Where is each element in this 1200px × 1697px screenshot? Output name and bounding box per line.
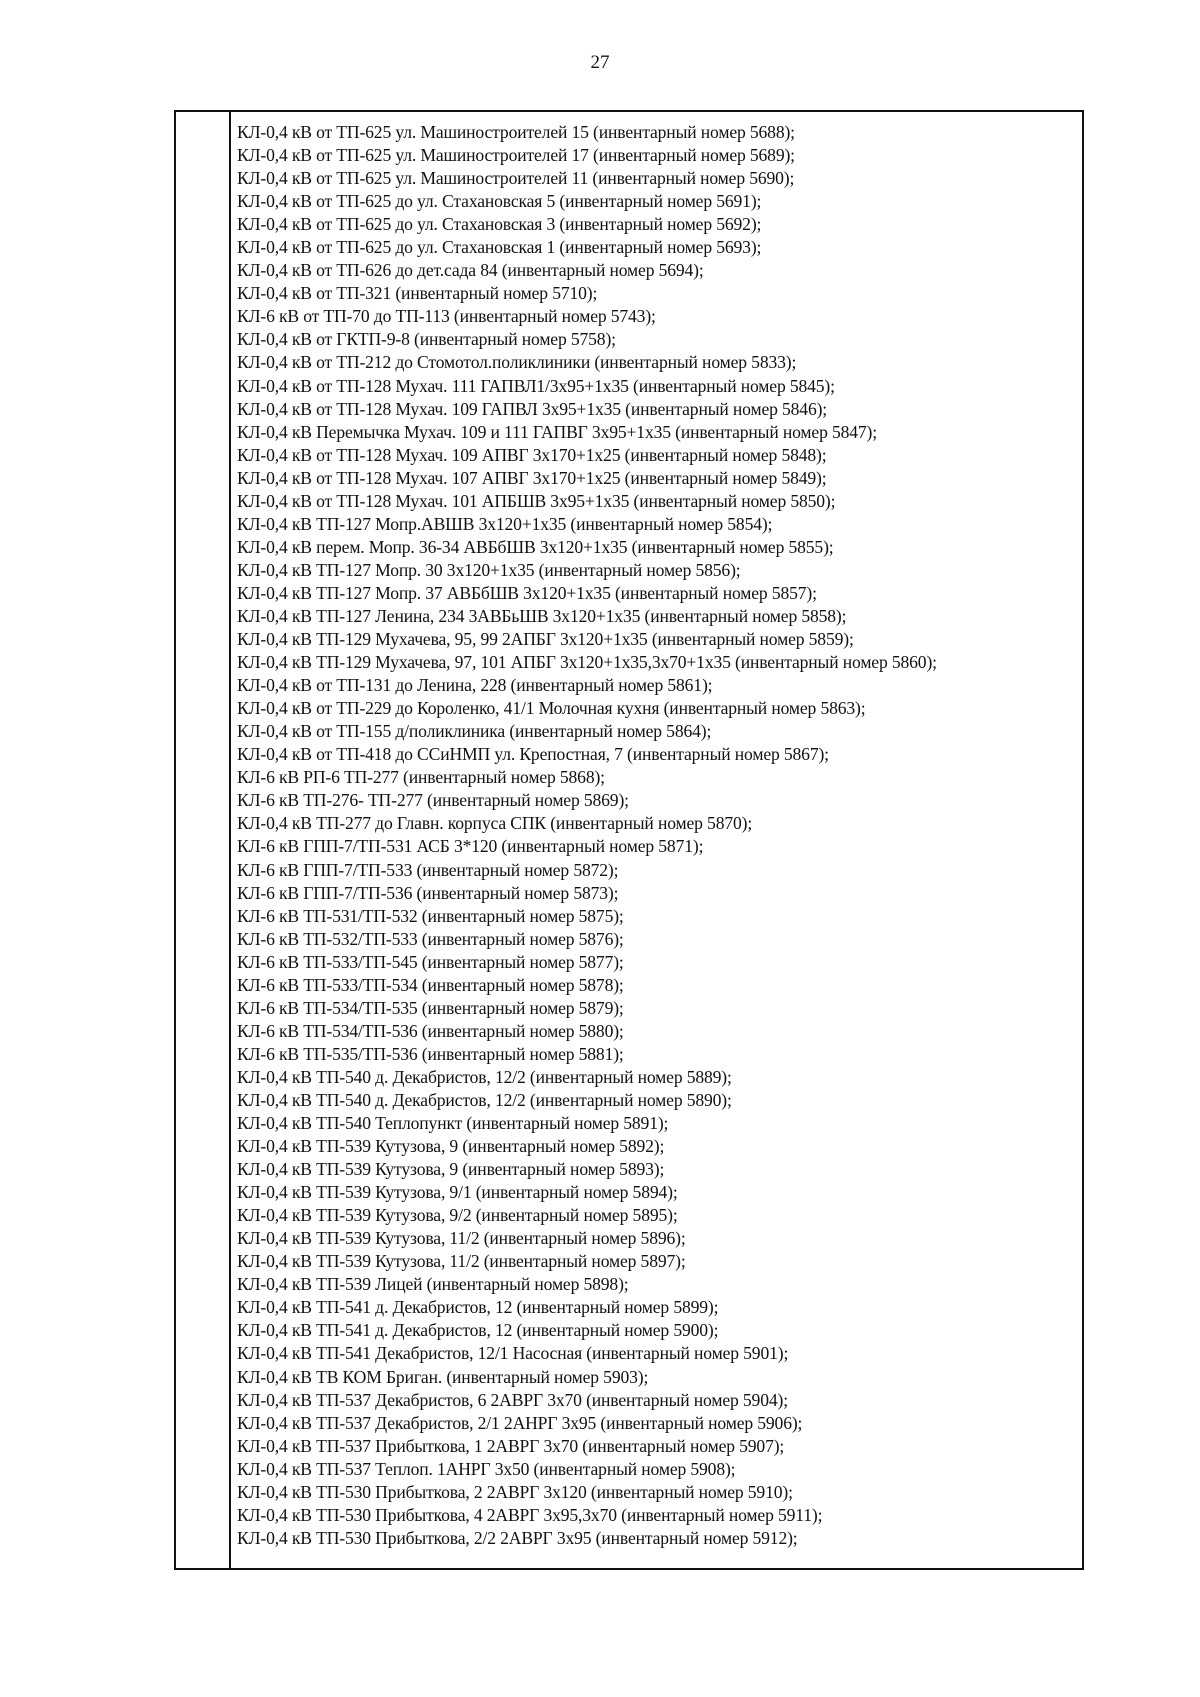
list-item: КЛ-0,4 кВ от ТП-625 до ул. Стахановская 5 (инвентарный номер 5691); [237,191,762,212]
list-item: КЛ-6 кВ ГПП-7/ТП-533 (инвентарный номер 5872); [237,859,619,880]
list-item: КЛ-6 кВ ГПП-7/ТП-531 АСБ 3*120 (инвентарный номер 5871); [237,836,704,857]
list-item: КЛ-6 кВ ТП-534/ТП-535 (инвентарный номер 5879); [237,997,624,1018]
list-item: КЛ-0,4 кВ ТП-539 Кутузова, 9 (инвентарный номер 5893); [237,1159,665,1180]
list-item: КЛ-0,4 кВ ТП-537 Прибыткова, 1 2АВРГ 3х70 (инвентарный номер 5907); [237,1435,785,1456]
list-item: КЛ-0,4 кВ ТП-539 Кутузова, 9/1 (инвентарный номер 5894); [237,1182,678,1203]
document-table [174,110,1084,1570]
list-item: КЛ-0,4 кВ от ТП-128 Мухач. 107 АПВГ 3х170+1х25 (инвентарный номер 5849); [237,467,827,488]
list-item: КЛ-6 кВ ГПП-7/ТП-536 (инвентарный номер 5873); [237,882,619,903]
list-item: КЛ-0,4 кВ ТП-277 до Главн. корпуса СПК (инвентарный номер 5870); [237,813,753,834]
list-item: КЛ-0,4 кВ ТП-537 Декабристов, 2/1 2АНРГ 3х95 (инвентарный номер 5906); [237,1412,803,1433]
list-item: КЛ-0,4 кВ ТП-127 Ленина, 234 3АВБьШВ 3х120+1х35 (инвентарный номер 5858); [237,605,847,626]
list-item: КЛ-0,4 кВ от ТП-625 ул. Машиностроителей 17 (инвентарный номер 5689); [237,145,795,166]
list-item: КЛ-6 кВ ТП-533/ТП-545 (инвентарный номер 5877); [237,951,624,972]
list-item: КЛ-0,4 кВ перем. Мопр. 36-34 АВБбШВ 3х120+1х35 (инвентарный номер 5855); [237,536,834,557]
list-item: КЛ-0,4 кВ ТП-537 Теплоп. 1АНРГ 3х50 (инвентарный номер 5908); [237,1458,736,1479]
list-item: КЛ-6 кВ ТП-533/ТП-534 (инвентарный номер 5878); [237,974,624,995]
list-item: КЛ-0,4 кВ от ТП-128 Мухач. 109 АПВГ 3х170+1х25 (инвентарный номер 5848); [237,444,827,465]
list-item: КЛ-0,4 кВ от ТП-131 до Ленина, 228 (инвентарный номер 5861); [237,675,713,696]
list-item: КЛ-0,4 кВ ТП-540 д. Декабристов, 12/2 (инвентарный номер 5889); [237,1066,732,1087]
list-item: КЛ-0,4 кВ от ТП-229 до Короленко, 41/1 Молочная кухня (инвентарный номер 5863); [237,698,866,719]
list-item: КЛ-0,4 кВ от ТП-128 Мухач. 101 АПБШВ 3х95+1х35 (инвентарный номер 5850); [237,490,836,511]
list-item: КЛ-0,4 кВ от ТП-321 (инвентарный номер 5710); [237,283,598,304]
list-item: КЛ-0,4 кВ ТП-537 Декабристов, 6 2АВРГ 3х70 (инвентарный номер 5904); [237,1389,788,1410]
list-item: КЛ-6 кВ ТП-534/ТП-536 (инвентарный номер 5880); [237,1020,624,1041]
table-number-column [176,112,231,1568]
list-item: КЛ-6 кВ ТП-532/ТП-533 (инвентарный номер 5876); [237,928,624,949]
list-item: КЛ-0,4 кВ ТП-539 Лицей (инвентарный номер 5898); [237,1274,629,1295]
list-item: КЛ-6 кВ от ТП-70 до ТП-113 (инвентарный номер 5743); [237,306,656,327]
list-item: КЛ-0,4 кВ от ТП-626 до дет.сада 84 (инвентарный номер 5694); [237,260,704,281]
list-item: КЛ-0,4 кВ ТП-539 Кутузова, 9 (инвентарный номер 5892); [237,1136,665,1157]
page-number: 27 [590,52,610,73]
list-item: КЛ-0,4 кВ ТП-127 Мопр. 30 3х120+1х35 (инвентарный номер 5856); [237,559,741,580]
list-item: КЛ-0,4 кВ от ТП-128 Мухач. 109 ГАПВЛ 3х95+1х35 (инвентарный номер 5846); [237,398,828,419]
list-item: КЛ-0,4 кВ от ТП-625 ул. Машиностроителей 11 (инвентарный номер 5690); [237,168,795,189]
list-item: КЛ-0,4 кВ ТП-530 Прибыткова, 2/2 2АВРГ 3х95 (инвентарный номер 5912); [237,1527,798,1548]
list-item: КЛ-0,4 кВ ТП-540 д. Декабристов, 12/2 (инвентарный номер 5890); [237,1089,732,1110]
list-item: КЛ-0,4 кВ ТП-541 д. Декабристов, 12 (инвентарный номер 5899); [237,1297,719,1318]
list-item: КЛ-0,4 кВ ТП-127 Мопр. 37 АВБбШВ 3х120+1х35 (инвентарный номер 5857); [237,582,817,603]
list-item: КЛ-0,4 кВ ТП-539 Кутузова, 9/2 (инвентарный номер 5895); [237,1205,678,1226]
list-item: КЛ-6 кВ ТП-276- ТП-277 (инвентарный номер 5869); [237,790,629,811]
list-item: КЛ-6 кВ ТП-531/ТП-532 (инвентарный номер 5875); [237,905,624,926]
list-item: КЛ-0,4 кВ ТП-129 Мухачева, 97, 101 АПБГ 3х120+1х35,3х70+1х35 (инвентарный номер 5860); [237,652,937,673]
cable-line-list [237,121,1078,1550]
list-item: КЛ-0,4 кВ от ГКТП-9-8 (инвентарный номер 5758); [237,329,616,350]
list-item: КЛ-0,4 кВ Перемычка Мухач. 109 и 111 ГАПВГ 3х95+1х35 (инвентарный номер 5847); [237,421,878,442]
list-item: КЛ-0,4 кВ ТП-530 Прибыткова, 2 2АВРГ 3х120 (инвентарный номер 5910); [237,1481,793,1502]
list-item: КЛ-6 кВ РП-6 ТП-277 (инвентарный номер 5868); [237,767,605,788]
list-item: КЛ-0,4 кВ от ТП-625 ул. Машиностроителей 15 (инвентарный номер 5688); [237,122,795,142]
list-item: КЛ-0,4 кВ ТП-541 Декабристов, 12/1 Насосная (инвентарный номер 5901); [237,1343,789,1364]
list-item: КЛ-0,4 кВ от ТП-625 до ул. Стахановская 1 (инвентарный номер 5693); [237,237,762,258]
list-item: КЛ-0,4 кВ ТП-539 Кутузова, 11/2 (инвентарный номер 5897); [237,1251,686,1272]
list-item: КЛ-0,4 кВ ТП-129 Мухачева, 95, 99 2АПБГ 3х120+1х35 (инвентарный номер 5859); [237,629,854,650]
list-item: КЛ-0,4 кВ ТП-541 д. Декабристов, 12 (инвентарный номер 5900); [237,1320,719,1341]
list-item: КЛ-0,4 кВ ТП-539 Кутузова, 11/2 (инвентарный номер 5896); [237,1228,686,1249]
list-item: КЛ-0,4 кВ от ТП-155 д/поликлиника (инвентарный номер 5864); [237,721,712,742]
list-item: КЛ-0,4 кВ ТВ КОМ Бриган. (инвентарный номер 5903); [237,1366,649,1387]
list-item: КЛ-6 кВ ТП-535/ТП-536 (инвентарный номер 5881); [237,1043,624,1064]
list-item: КЛ-0,4 кВ от ТП-128 Мухач. 111 ГАПВЛ1/3х95+1х35 (инвентарный номер 5845); [237,375,835,396]
list-item: КЛ-0,4 кВ от ТП-212 до Стомотол.поликлиники (инвентарный номер 5833); [237,352,797,373]
list-item: КЛ-0,4 кВ ТП-127 Мопр.АВШВ 3х120+1х35 (инвентарный номер 5854); [237,513,773,534]
list-item: КЛ-0,4 кВ ТП-540 Теплопункт (инвентарный номер 5891); [237,1113,669,1134]
list-item: КЛ-0,4 кВ ТП-530 Прибыткова, 4 2АВРГ 3х95,3х70 (инвентарный номер 5911); [237,1504,823,1525]
list-item: КЛ-0,4 кВ от ТП-418 до ССиНМП ул. Крепостная, 7 (инвентарный номер 5867); [237,744,829,765]
list-item: КЛ-0,4 кВ от ТП-625 до ул. Стахановская 3 (инвентарный номер 5692); [237,214,762,235]
